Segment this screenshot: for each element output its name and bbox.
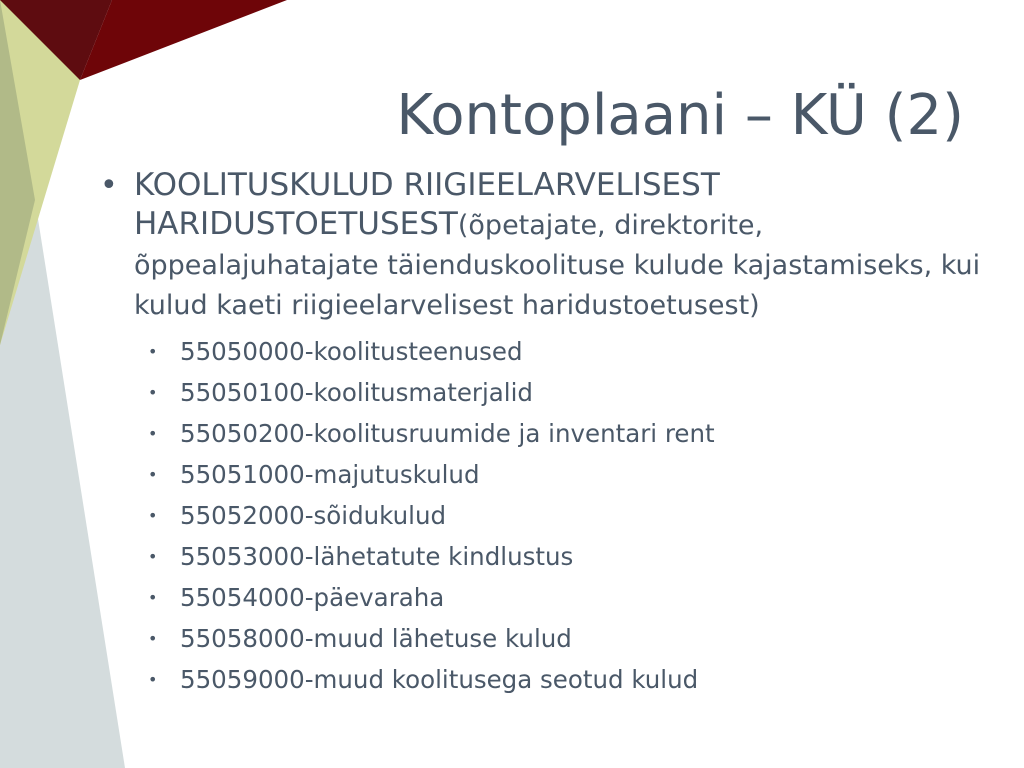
slide-content (100, 166, 1000, 700)
list-item-text: 55054000-päevaraha (180, 583, 445, 612)
list-item-text: 55052000-sõidukulud (180, 501, 447, 530)
list-item (100, 618, 1000, 659)
list-item (100, 372, 1000, 413)
list-item (100, 331, 1000, 372)
main-bullet-item (100, 166, 1000, 325)
list-item-text: 55059000-muud koolitusega seotud kulud (180, 665, 699, 694)
bullet-icon: • (148, 670, 158, 689)
list-item-text: 55058000-muud lähetuse kulud (180, 624, 572, 653)
bullet-icon: • (100, 168, 118, 203)
list-item (100, 495, 1000, 536)
account-list (100, 331, 1000, 700)
bullet-icon: • (148, 424, 158, 443)
list-item (100, 536, 1000, 577)
list-item-text: 55051000-majutuskulud (180, 460, 480, 489)
slide-title: Kontoplaani – KÜ (2) (396, 83, 964, 148)
bullet-icon: • (148, 629, 158, 648)
maroon-shape (80, 0, 287, 80)
bullet-icon: • (148, 383, 158, 402)
bullet-icon: • (148, 506, 158, 525)
list-item (100, 577, 1000, 618)
list-item-text: 55050100-koolitusmaterjalid (180, 378, 533, 407)
list-item (100, 454, 1000, 495)
main-item-note: (õpetajate, direktorite, õppealajuhatajate täienduskoolituse kulude kajastamiseks, kui kulud kaeti riigieelarvelisest haridustoetusest) (134, 210, 981, 321)
list-item (100, 659, 1000, 700)
bullet-icon: • (148, 588, 158, 607)
main-item-heading: KOOLITUSKULUD RIIGIEELARVELISEST HARIDUSTOETUSEST (134, 167, 720, 242)
list-item-text: 55050200-koolitusruumide ja inventari rent (180, 419, 715, 448)
bullet-icon: • (148, 547, 158, 566)
bullet-icon: • (148, 465, 158, 484)
bullet-icon: • (148, 342, 158, 361)
list-item-text: 55053000-lähetatute kindlustus (180, 542, 574, 571)
list-item-text: 55050000-koolitusteenused (180, 337, 523, 366)
list-item (100, 413, 1000, 454)
